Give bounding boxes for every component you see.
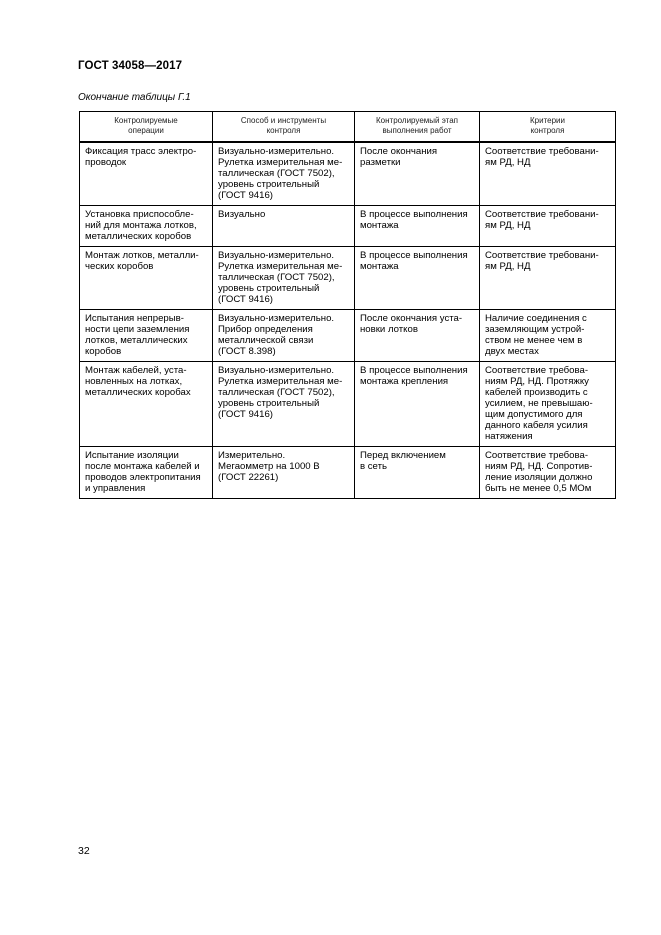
- table-cell: Визуально: [213, 206, 355, 247]
- column-header-operations: Контролируемые операции: [80, 112, 213, 143]
- table-cell: В процессе выполнения монтажа крепления: [355, 362, 480, 447]
- table-cell: Фиксация трасс электро- проводок: [80, 142, 213, 206]
- table-cell: Измерительно. Мегаомметр на 1000 В (ГОСТ 22261): [213, 447, 355, 499]
- table-row: [80, 142, 616, 206]
- page-number: 32: [78, 845, 90, 857]
- table-cell: Испытание изоляции после монтажа кабелей и проводов электропитания и управления: [80, 447, 213, 499]
- table-cell: Монтаж кабелей, уста- новленных на лотках, металлических коробах: [80, 362, 213, 447]
- table-row: [80, 447, 616, 499]
- column-header-methods: Способ и инструменты контроля: [213, 112, 355, 143]
- control-table: [79, 111, 616, 499]
- table-cell: Визуально-измерительно. Рулетка измерительная ме- таллическая (ГОСТ 7502), уровень строительный (ГОСТ 9416): [213, 142, 355, 206]
- table-caption: Окончание таблицы Г.1: [78, 92, 191, 103]
- table-cell: Визуально-измерительно. Прибор определения металлической связи (ГОСТ 8.398): [213, 310, 355, 362]
- table-cell: В процессе выполнения монтажа: [355, 247, 480, 310]
- table-cell: После окончания уста- новки лотков: [355, 310, 480, 362]
- table-cell: Соответствие требова- ниям РД, НД. Протяжку кабелей производить с усилием, не превышаю- щим допустимого для данного кабеля усилия натяжения: [480, 362, 616, 447]
- table-row: [80, 362, 616, 447]
- table-cell: Соответствие требовани- ям РД, НД: [480, 206, 616, 247]
- table-cell: Испытания непрерыв- ности цепи заземления лотков, металлических коробов: [80, 310, 213, 362]
- table-row: [80, 206, 616, 247]
- table-row: [80, 247, 616, 310]
- column-header-criteria: Критерии контроля: [480, 112, 616, 143]
- table-cell: После окончания разметки: [355, 142, 480, 206]
- table-row: [80, 310, 616, 362]
- table-cell: Перед включением в сеть: [355, 447, 480, 499]
- table-cell: Соответствие требовани- ям РД, НД: [480, 247, 616, 310]
- table-cell: Монтаж лотков, металли- ческих коробов: [80, 247, 213, 310]
- table-cell: Визуально-измерительно. Рулетка измерительная ме- таллическая (ГОСТ 7502), уровень строительный (ГОСТ 9416): [213, 362, 355, 447]
- table-cell: Соответствие требова- ниям РД, НД. Сопротив- ление изоляции должно быть не менее 0,5 МОм: [480, 447, 616, 499]
- table-cell: Визуально-измерительно. Рулетка измерительная ме- таллическая (ГОСТ 7502), уровень строительный (ГОСТ 9416): [213, 247, 355, 310]
- table-cell: Установка приспособле- ний для монтажа лотков, металлических коробов: [80, 206, 213, 247]
- table-cell: Соответствие требовани- ям РД, НД: [480, 142, 616, 206]
- table-cell: Наличие соединения с заземляющим устрой- ством не менее чем в двух местах: [480, 310, 616, 362]
- column-header-stage: Контролируемый этап выполнения работ: [355, 112, 480, 143]
- table-header-row: [80, 112, 616, 143]
- standard-title: ГОСТ 34058—2017: [78, 60, 183, 72]
- table-cell: В процессе выполнения монтажа: [355, 206, 480, 247]
